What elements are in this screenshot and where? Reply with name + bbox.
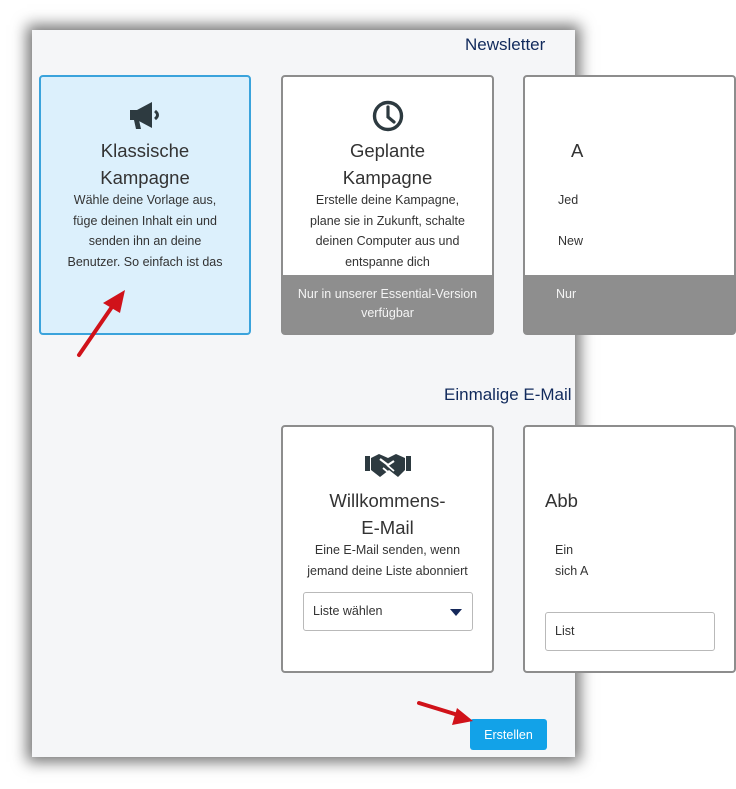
card-third-partial[interactable] [523,75,736,335]
clock-icon [283,99,492,138]
single-email-heading: Einmalige E-Mail [444,385,572,404]
create-button[interactable]: Erstellen [470,719,547,750]
card-title: Klassische Kampagne [100,140,190,188]
card-title: A [571,140,584,161]
list-select[interactable] [545,612,715,651]
annotation-arrow-icon [415,697,477,729]
card-description: Eine E-Mail senden, wenn jemand deine Liste abonniert [307,543,468,578]
card-description: Jed New [558,193,584,248]
megaphone-icon [41,99,249,138]
card-welcome-email[interactable] [281,425,494,673]
handshake-icon [283,449,492,486]
essential-version-note: Nur in unserer Essential-Version verfügbar [283,275,492,333]
list-select-value: Liste wählen [313,604,383,618]
card-description: Wähle deine Vorlage aus, füge deinen Inhalt ein und senden ihn an deine Benutzer. So einfach ist das [67,193,223,269]
card-fifth-partial[interactable] [523,425,736,673]
card-title: Geplante Kampagne [342,140,433,188]
screenshot-panel [32,30,589,757]
list-select[interactable] [303,592,473,631]
card-scheduled-campaign[interactable] [281,75,494,335]
newsletter-heading: Newsletter [465,35,546,54]
card-classic-campaign[interactable] [39,75,251,335]
card-title: Abb [545,490,578,511]
list-select-value: List [555,624,575,638]
card-title: Willkommens- E-Mail [329,490,446,538]
caret-down-icon [450,609,462,616]
essential-version-note: Nur [525,275,734,333]
card-description: Ein sich A [555,543,589,578]
card-description: Erstelle deine Kampagne, plane sie in Zukunft, schalte deinen Computer aus und entspanne dich [310,193,465,269]
